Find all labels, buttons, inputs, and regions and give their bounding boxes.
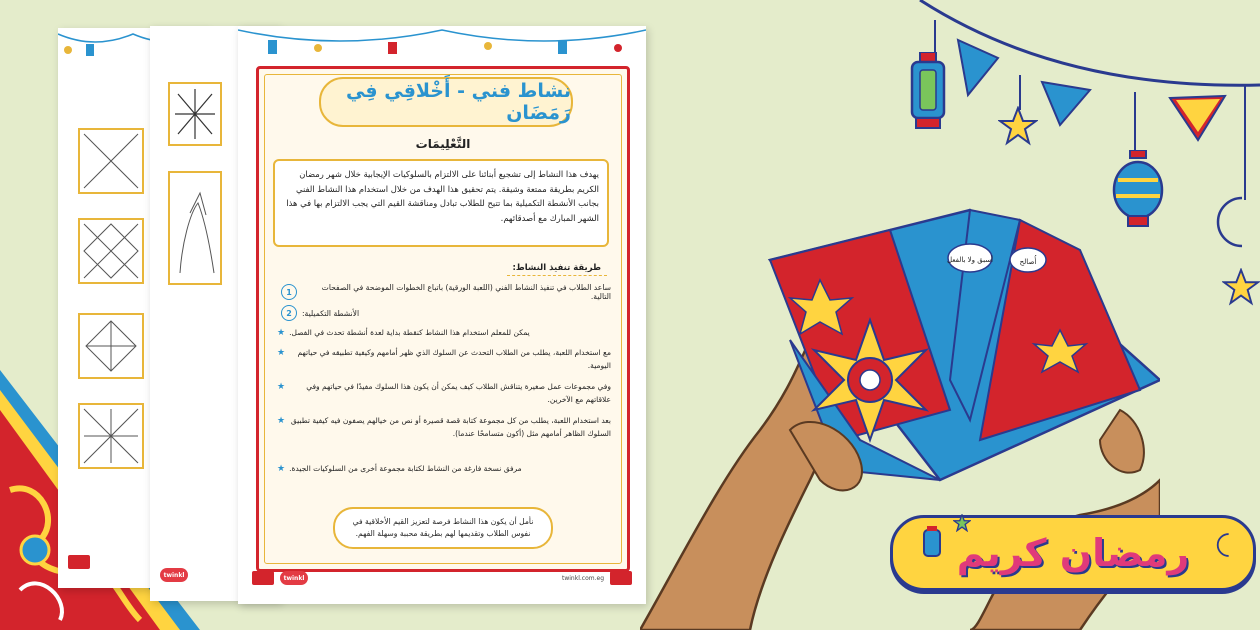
star-icon [1222, 268, 1260, 306]
lantern-strip-decoration [238, 26, 646, 60]
star-bullet-icon: ★ [277, 328, 286, 338]
step-text: ساعد الطلاب في تنفيذ النشاط الفني (اللعبة الورقية) باتباع الخطوات الموضحة في الصفحات التالية. [321, 283, 611, 301]
bullet-item [277, 415, 611, 440]
fortune-teller-label: أسبق ولا بالفعل [946, 256, 994, 264]
fold-step-box-5 [168, 82, 222, 146]
hands-folding-icon [170, 173, 220, 283]
fold-step-box-1 [78, 128, 144, 194]
bullet-text: وفي مجموعات عمل صغيرة يتناقش الطلاب كيف يمكن أن يكون هذا السلوك مفيدًا في حياتهم وفي علاقاتهم مع الآخرين. [306, 382, 611, 404]
crescent-moon-icon [1215, 532, 1235, 558]
worksheet-title: نشاط فني - أَخْلاقِي فِي رَمَضَان [319, 77, 573, 127]
fold-step-box-4 [78, 403, 144, 469]
instructions-heading: التَّعْلِيمَات [415, 137, 471, 151]
closing-note: نأمل أن يكون هذا النشاط فرصة لتعزيز القيم الأخلاقية في نفوس الطلاب وتقديمها لهم بطريقة محببة وسهلة الفهم. [333, 507, 553, 549]
front-page-footer [252, 570, 632, 586]
footer-right [562, 571, 632, 585]
lantern-icon [906, 52, 950, 132]
bullet-item [277, 347, 611, 372]
footer-logos [252, 571, 308, 585]
crescent-moon-icon [1212, 194, 1256, 250]
fold-step-box-2 [78, 218, 144, 284]
bullet-item [277, 463, 611, 476]
bullet-item [277, 381, 611, 406]
ribbon-icon [610, 571, 632, 585]
step-number: 1 [281, 284, 297, 300]
star-icon [998, 106, 1038, 146]
fold-step-box-6 [168, 171, 222, 285]
bullet-text: يمكن للمعلم استخدام هذا النشاط كنقطة بداية لعدة أنشطة تحدث في الفصل. [289, 328, 530, 337]
method-label: طريقة تنفيذ النشاط: [507, 261, 607, 276]
bullet-text: مع استخدام اللعبة، يطلب من الطلاب التحدث عن السلوك الذي ظهر أمامهم وكيفية تطبيقه في حياتهم اليومية. [297, 348, 611, 370]
star-bullet-icon: ★ [277, 348, 286, 358]
bullet-text: مرفق نسخة فارغة من النشاط لكتابة مجموعة أخرى من السلوكيات الجيدة. [289, 464, 522, 473]
ribbon-icon [68, 555, 90, 569]
star-bullet-icon: ★ [277, 464, 286, 474]
footer-url: twinkl.com.eg [562, 574, 604, 582]
fortune-teller-label: أُصالح [1019, 258, 1037, 266]
intro-paragraph: يهدف هذا النشاط إلى تشجيع أبنائنا على الالتزام بالسلوكيات الإيجابية خلال شهر رمضان الكريم بطريقة ممتعة وشيقة. يتم تحقيق هذا الهدف من خلال استخدام هذا النشاط الفني بجانب الأنشطة التكميلية بما تتيح للطلاب تبادل ومناقشة القيم التي يجب الالتزام بها في هذا الشهر المبارك مع أصدقائهم. [273, 159, 609, 247]
ribbon-icon [252, 571, 274, 585]
fold-diagram-icon [80, 130, 142, 192]
star-fold-diagram-icon [170, 84, 220, 144]
worksheet-frame [256, 66, 630, 572]
star-icon [953, 514, 971, 532]
worksheet-front-page [238, 26, 646, 604]
star-bullet-icon: ★ [277, 382, 286, 392]
step-text: الأنشطة التكميلية: [302, 308, 360, 318]
fold-diagram-icon [80, 220, 142, 282]
twinkl-logo: twinkl [280, 571, 308, 585]
twinkl-logo: twinkl [160, 568, 188, 582]
step-number: 2 [281, 305, 297, 321]
bullet-text: بعد استخدام اللعبة، يطلب من كل مجموعة كتابة قصة قصيرة أو نص من خيالهم يصفون فيه كيفية تطبيق السلوك الظاهر أمامهم مثل (أكون متسامحًا عندما). [290, 416, 611, 438]
banner-title: رمضان كريم [956, 531, 1190, 575]
fold-diagram-icon [80, 405, 142, 467]
step-item [281, 305, 611, 321]
fold-diagram-icon [80, 315, 142, 377]
step-item [281, 283, 611, 301]
ramadan-kareem-banner [890, 515, 1256, 591]
star-bullet-icon: ★ [277, 416, 286, 426]
bullet-item [277, 327, 611, 340]
lantern-icon [921, 526, 943, 562]
fold-step-box-3 [78, 313, 144, 379]
